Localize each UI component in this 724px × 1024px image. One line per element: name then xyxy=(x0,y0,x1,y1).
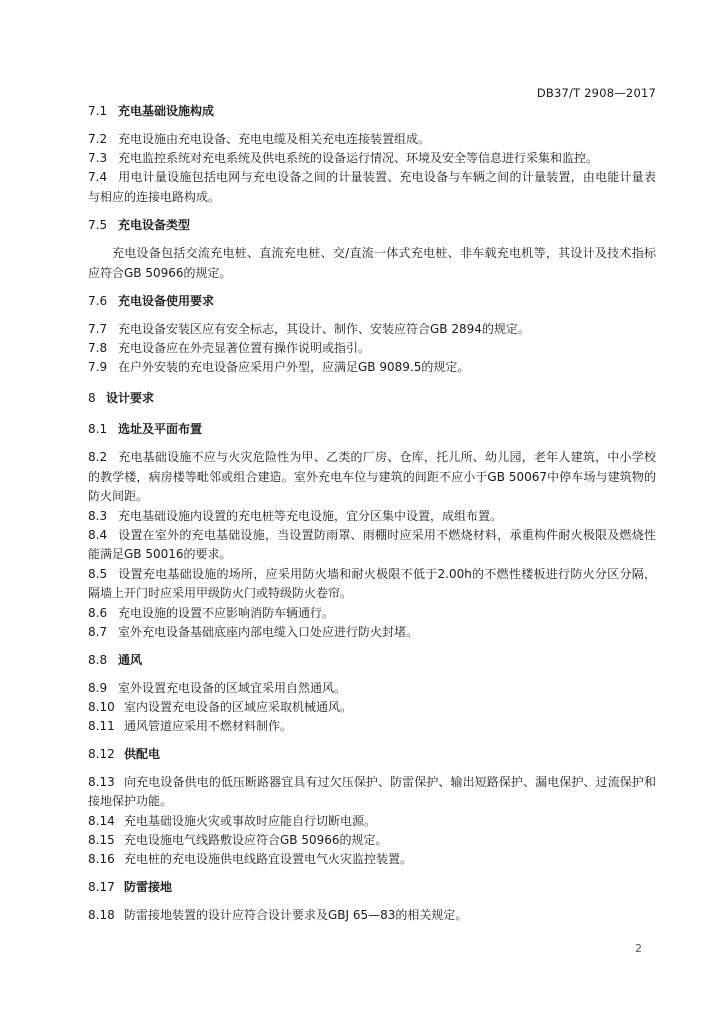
document-body xyxy=(88,102,656,925)
page-number: 2 xyxy=(635,942,642,955)
clause-text: 通风管道应采用不燃材料制作。 xyxy=(124,718,293,733)
clause-text: 室外设置充电设备的区域宜采用自然通风。 xyxy=(118,680,347,695)
clause-7-8 xyxy=(88,339,656,358)
clause-8-6 xyxy=(88,604,656,623)
clause-title: 防雷接地 xyxy=(124,879,173,894)
clause-number: 7.5 xyxy=(88,218,108,232)
clause-text: 用电计量设施包括电网与充电设备之间的计量装置、充电设备与车辆之间的计量装置，由电能计量表与相应的连接电路构成。 xyxy=(88,170,656,204)
clause-text: 充电监控系统对充电系统及供电系统的设备运行情况、环境及安全等信息进行采集和监控。 xyxy=(118,151,599,165)
section-heading-7-6 xyxy=(88,292,656,311)
clause-text: 设置在室外的充电基础设施，当设置防雨罩、雨棚时应采用不燃烧材料，承重构件耐火极限及燃烧性能满足GB 50016的要求。 xyxy=(88,527,656,561)
clause-number: 8.13 xyxy=(88,774,115,789)
clause-number: 8.15 xyxy=(88,832,115,847)
section-heading-8-8 xyxy=(88,651,656,670)
section-heading-7-5 xyxy=(88,216,656,235)
clause-8-15 xyxy=(88,831,656,850)
clause-number: 8 xyxy=(88,391,96,405)
section-heading-8-1 xyxy=(88,420,656,439)
clause-text: 充电设备应在外壳显著位置有操作说明或指引。 xyxy=(118,341,371,355)
clause-8-18 xyxy=(88,906,656,925)
clause-number: 8.5 xyxy=(88,566,108,581)
clause-7-5-text: 充电设备包括交流充电桩、直流充电桩、交/直流一体式充电桩、非车载充电机等，其设计及技术指标应符合GB 50966的规定。 xyxy=(88,246,656,280)
clause-title: 供配电 xyxy=(124,746,161,761)
clause-8-3 xyxy=(88,507,656,526)
clause-number: 8.18 xyxy=(88,907,115,922)
clause-7-9 xyxy=(88,358,656,377)
clause-number: 7.4 xyxy=(88,170,108,184)
clause-text: 充电基础设施不应与火灾危险性为甲、乙类的厂房、仓库，托儿所、幼儿园，老年人建筑，中小学校的教学楼，病房楼等毗邻或组合建造。室外充电车位与建筑的间距不应小于GB 50067中停车场与建筑物的防火间距。 xyxy=(88,450,656,503)
clause-number: 7.3 xyxy=(88,151,108,165)
clause-number: 8.2 xyxy=(88,450,108,464)
clause-text: 充电设备安装区应有安全标志，其设计、制作、安装应符合GB 2894的规定。 xyxy=(118,322,530,336)
clause-8-2 xyxy=(88,448,656,507)
clause-number: 7.2 xyxy=(88,132,108,146)
clause-title: 设计要求 xyxy=(106,391,155,405)
section-heading-8-17 xyxy=(88,878,656,897)
clause-text: 向充电设备供电的低压断路器宜具有过欠压保护、防雷保护、输出短路保护、漏电保护、过流保护和接地保护功能。 xyxy=(88,774,656,808)
clause-text: 在户外安装的充电设备应采用户外型，应满足GB 9089.5的规定。 xyxy=(118,360,470,374)
clause-8-4 xyxy=(88,526,656,565)
clause-number: 7.7 xyxy=(88,322,108,336)
clause-number: 7.6 xyxy=(88,294,108,308)
clause-title: 充电基础设施构成 xyxy=(118,104,215,118)
clause-number: 8.10 xyxy=(88,699,115,714)
clause-7-7 xyxy=(88,320,656,339)
clause-8-14 xyxy=(88,812,656,831)
clause-8-5 xyxy=(88,565,656,604)
clause-8-10 xyxy=(88,698,656,717)
clause-text: 设置充电基础设施的场所，应采用防火墙和耐火极限不低于2.00h的不燃性楼板进行防火分区分隔，隔墙上开门时应采用甲级防火门或特级防火卷帘。 xyxy=(88,566,656,600)
clause-text: 充电基础设施内设置的充电桩等充电设施，宜分区集中设置，成组布置。 xyxy=(118,508,503,523)
clause-title: 通风 xyxy=(118,652,143,667)
clause-number: 8.11 xyxy=(88,718,115,733)
clause-8-9 xyxy=(88,679,656,698)
clause-number: 8.4 xyxy=(88,527,108,542)
clause-7-3 xyxy=(88,149,656,168)
clause-8-13 xyxy=(88,773,656,812)
clause-text: 室外充电设备基础底座内部电缆入口处应进行防火封堵。 xyxy=(118,624,419,639)
clause-text: 充电桩的充电设施供电线路宜设置电气火灾监控装置。 xyxy=(124,851,413,866)
clause-8-7 xyxy=(88,623,656,642)
clause-text: 防雷接地装置的设计应符合设计要求及GBJ 65—83的相关规定。 xyxy=(124,907,468,922)
clause-number: 8.17 xyxy=(88,879,115,894)
clause-text: 充电设施电气线路敷设应符合GB 50966的规定。 xyxy=(124,832,388,847)
clause-text: 充电设施的设置不应影响消防车辆通行。 xyxy=(118,605,335,620)
clause-number: 7.9 xyxy=(88,360,108,374)
clause-number: 8.6 xyxy=(88,605,108,620)
clause-title: 选址及平面布置 xyxy=(118,422,203,436)
clause-title: 充电设备类型 xyxy=(118,218,191,232)
clause-number: 8.7 xyxy=(88,624,108,639)
clause-number: 7.8 xyxy=(88,341,108,355)
clause-text: 室内设置充电设备的区域应采取机械通风。 xyxy=(124,699,353,714)
section-heading-7-1 xyxy=(88,102,656,121)
section-heading-8-12 xyxy=(88,745,656,764)
clause-8-16 xyxy=(88,850,656,869)
clause-text: 充电基础设施火灾或事故时应能自行切断电源。 xyxy=(124,813,377,828)
document-code-header: DB37/T 2908—2017 xyxy=(536,86,656,100)
clause-title: 充电设备使用要求 xyxy=(118,294,215,308)
clause-7-4 xyxy=(88,168,656,207)
clause-number: 8.12 xyxy=(88,746,115,761)
clause-number: 8.16 xyxy=(88,851,115,866)
clause-number: 8.9 xyxy=(88,680,108,695)
clause-7-2 xyxy=(88,130,656,149)
chapter-heading-8 xyxy=(88,389,656,408)
clause-number: 8.8 xyxy=(88,652,108,667)
clause-number: 7.1 xyxy=(88,104,108,118)
clause-number: 8.3 xyxy=(88,508,108,523)
clause-number: 8.1 xyxy=(88,422,108,436)
clause-text: 充电设施由充电设备、充电电缆及相关充电连接装置组成。 xyxy=(118,132,431,146)
clause-number: 8.14 xyxy=(88,813,115,828)
clause-8-11 xyxy=(88,717,656,736)
